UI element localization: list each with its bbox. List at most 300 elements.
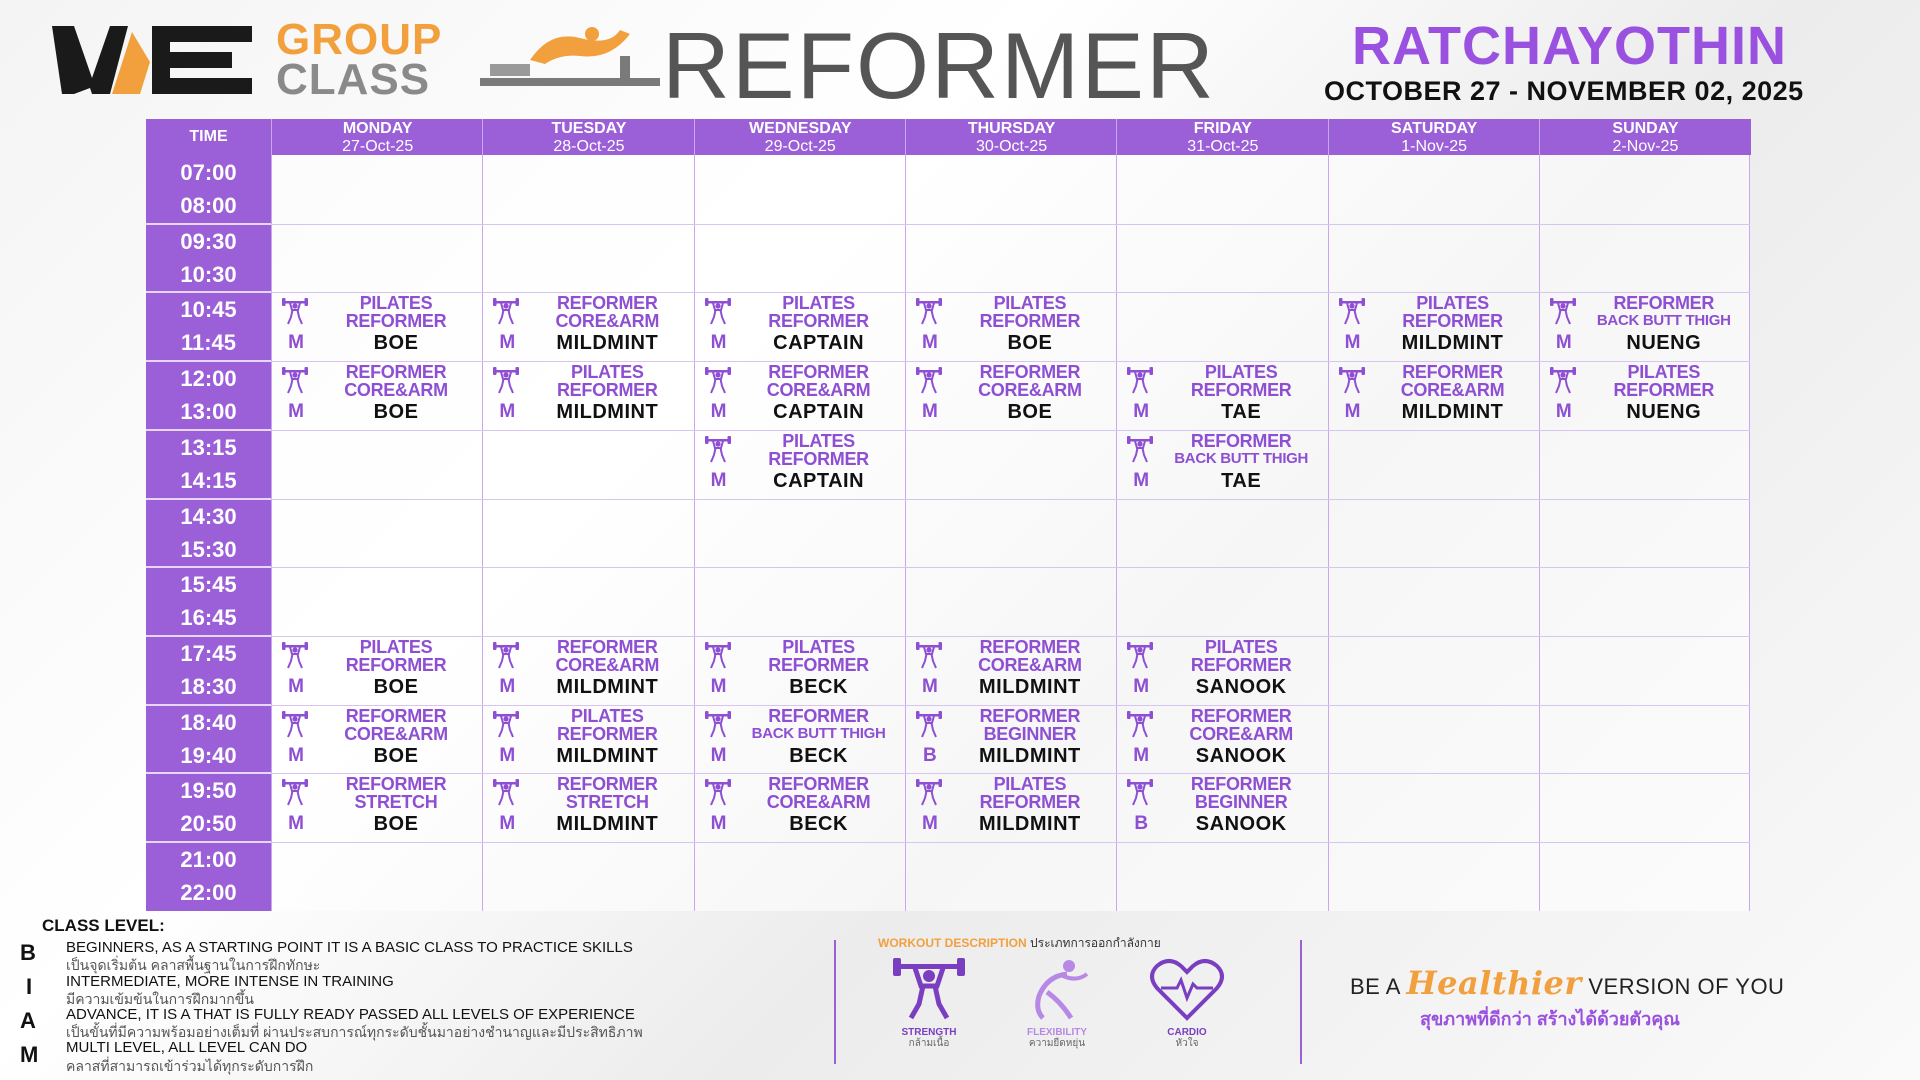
time-slot-end: 08:00 bbox=[180, 193, 237, 218]
day-date: 27-Oct-25 bbox=[342, 138, 414, 155]
class-name-line: REFORMER bbox=[979, 792, 1081, 813]
level-m-description: MULTI LEVEL, ALL LEVEL CAN DO bbox=[66, 1039, 308, 1056]
class-name-line: PILATES bbox=[1627, 362, 1701, 383]
strength-icon bbox=[915, 779, 943, 807]
class-level-badge: M bbox=[921, 813, 938, 835]
class-name bbox=[1579, 363, 1749, 399]
class-name bbox=[734, 707, 904, 742]
time-slot-end: 10:30 bbox=[180, 261, 237, 287]
strength-label: STRENGTH bbox=[901, 1027, 957, 1038]
class-name bbox=[522, 638, 692, 674]
class-card[interactable] bbox=[1116, 430, 1327, 498]
strength-icon bbox=[1126, 367, 1154, 395]
strength-icon bbox=[704, 642, 732, 670]
time-header: TIME bbox=[189, 128, 228, 145]
class-name bbox=[1156, 363, 1326, 399]
level-letter-m: M bbox=[20, 1042, 39, 1067]
strength-icon bbox=[1126, 779, 1154, 807]
class-name-line: REFORMER bbox=[768, 362, 869, 383]
class-name bbox=[311, 363, 481, 399]
class-card[interactable] bbox=[694, 636, 905, 704]
class-card[interactable] bbox=[482, 292, 693, 360]
trainer-name: MILDMINT bbox=[979, 744, 1081, 767]
class-name-line: BACK BUTT THIGH bbox=[1174, 449, 1309, 467]
class-name-line: REFORMER bbox=[1190, 380, 1292, 401]
class-name-line: PILATES bbox=[782, 430, 855, 451]
trainer-name: CAPTAIN bbox=[773, 401, 865, 424]
class-card[interactable] bbox=[694, 773, 905, 841]
slot-row-divider bbox=[271, 499, 1750, 500]
workout-flexibility bbox=[1002, 956, 1112, 1076]
class-name-line: CORE&ARM bbox=[978, 654, 1082, 675]
cardio-icon bbox=[1147, 956, 1227, 1022]
class-name bbox=[945, 638, 1115, 674]
class-name-line: REFORMER bbox=[556, 380, 658, 401]
trainer-name: BECK bbox=[789, 675, 848, 698]
time-slot-separator bbox=[146, 566, 271, 568]
class-name bbox=[1156, 432, 1326, 467]
day-name: TUESDAY bbox=[551, 120, 627, 137]
class-level-badge: M bbox=[288, 675, 304, 697]
class-name-line: REFORMER bbox=[556, 723, 658, 744]
strength-icon bbox=[704, 298, 732, 326]
strength-icon bbox=[492, 711, 520, 739]
time-slot-end: 11:45 bbox=[180, 330, 237, 356]
tagline-post: VERSION OF YOU bbox=[1588, 974, 1785, 999]
class-name-line: REFORMER bbox=[1613, 380, 1715, 401]
tagline-highlight: Healthier bbox=[1406, 964, 1582, 1002]
class-name-line: REFORMER bbox=[979, 705, 1081, 726]
class-name-line: CORE&ARM bbox=[1189, 723, 1293, 744]
class-name bbox=[945, 363, 1115, 399]
trainer-name: MILDMINT bbox=[1401, 332, 1504, 355]
group-word: GROUP bbox=[276, 15, 443, 64]
workout-strength bbox=[874, 956, 984, 1076]
trainer-name: CAPTAIN bbox=[773, 332, 865, 355]
class-name-line: REFORMER bbox=[556, 774, 658, 795]
time-slot-start: 12:00 bbox=[180, 366, 237, 392]
time-slot-start: 14:30 bbox=[180, 503, 237, 529]
strength-icon bbox=[704, 367, 732, 395]
level-b-description: BEGINNERS, AS A STARTING POINT IT IS A BASIC CLASS TO PRACTICE SKILLS bbox=[66, 939, 633, 956]
class-name-line: REFORMER bbox=[768, 774, 869, 795]
time-slot-start: 21:00 bbox=[180, 847, 237, 872]
trainer-name: BOE bbox=[373, 675, 419, 698]
day-name: MONDAY bbox=[342, 120, 413, 137]
class-level-badge: M bbox=[921, 401, 938, 423]
class-card[interactable] bbox=[271, 292, 482, 360]
class-name-line: CORE&ARM bbox=[555, 311, 660, 332]
class-card[interactable] bbox=[1116, 773, 1327, 841]
class-name bbox=[1156, 638, 1326, 674]
strength-icon bbox=[281, 642, 309, 670]
class-name-line: PILATES bbox=[993, 293, 1067, 314]
class-card[interactable] bbox=[482, 773, 693, 841]
level-m-description-th: คลาสที่สามารถเข้าร่วมได้ทุกระดับการฝึก bbox=[66, 1058, 314, 1074]
tagline-thai: สุขภาพที่ดีกว่า สร้างได้ด้วยตัวคุณ bbox=[1420, 1009, 1680, 1029]
day-name: THURSDAY bbox=[967, 120, 1056, 137]
class-name-line: PILATES bbox=[1204, 636, 1278, 657]
slot-row-divider bbox=[271, 842, 1750, 843]
day-header-sunday bbox=[1539, 119, 1751, 155]
class-name-line: REFORMER bbox=[1402, 311, 1503, 332]
class-name-line: REFORMER bbox=[768, 311, 869, 332]
class-name-line: REFORMER bbox=[768, 654, 869, 675]
trainer-name: MILDMINT bbox=[1401, 401, 1504, 424]
class-name-line: CORE&ARM bbox=[766, 380, 871, 401]
strength-icon bbox=[1126, 711, 1154, 739]
class-name-line: BACK BUTT THIGH bbox=[751, 724, 886, 742]
time-slot-start: 07:00 bbox=[180, 160, 237, 185]
time-slot-end: 16:45 bbox=[180, 605, 237, 631]
trainer-name: BOE bbox=[1007, 401, 1053, 424]
class-name bbox=[1579, 294, 1749, 329]
class-name-line: REFORMER bbox=[1190, 705, 1292, 726]
time-slot-separator bbox=[146, 704, 271, 706]
level-letter-a: A bbox=[20, 1008, 36, 1033]
workout-description-title bbox=[878, 934, 1161, 953]
class-name-line: REFORMER bbox=[768, 705, 869, 726]
slot-row-divider bbox=[271, 430, 1750, 431]
class-name-line: CORE&ARM bbox=[555, 654, 660, 675]
class-name-line: REFORMER bbox=[345, 654, 447, 675]
reformer-machine-icon bbox=[470, 20, 670, 100]
class-name-line: PILATES bbox=[359, 293, 433, 314]
class-name bbox=[522, 294, 692, 330]
class-card[interactable] bbox=[1539, 361, 1750, 429]
class-name bbox=[734, 294, 904, 330]
class-name-line: PILATES bbox=[1204, 362, 1278, 383]
class-name-line: REFORMER bbox=[556, 636, 658, 657]
class-level-badge: M bbox=[499, 675, 516, 697]
class-card[interactable] bbox=[1328, 361, 1539, 429]
trainer-name: SANOOK bbox=[1195, 675, 1287, 698]
class-name-line: REFORMER bbox=[345, 774, 447, 795]
trainer-name: MILDMINT bbox=[979, 675, 1081, 698]
class-name bbox=[522, 775, 692, 811]
class-card[interactable] bbox=[905, 636, 1116, 704]
flexibility-label: FLEXIBILITY bbox=[1027, 1027, 1087, 1038]
header bbox=[0, 0, 1920, 118]
class-name-line: PILATES bbox=[1416, 293, 1489, 314]
strength-icon bbox=[492, 298, 520, 326]
class-name-line: REFORMER bbox=[979, 636, 1081, 657]
time-slot-separator bbox=[146, 841, 271, 843]
class-card[interactable] bbox=[694, 430, 905, 498]
class-name bbox=[311, 707, 481, 743]
time-slot-start: 13:15 bbox=[180, 434, 237, 460]
class-card[interactable] bbox=[271, 773, 482, 841]
class-level-badge: M bbox=[710, 401, 727, 423]
day-column-divider bbox=[1328, 155, 1329, 911]
trainer-name: MILDMINT bbox=[556, 813, 659, 836]
class-level-badge: M bbox=[288, 401, 304, 423]
trainer-name: BOE bbox=[373, 744, 419, 767]
class-name bbox=[734, 638, 904, 674]
class-level-badge: M bbox=[288, 744, 304, 766]
time-slot-start: 15:45 bbox=[180, 572, 237, 598]
program-title: REFORMER bbox=[662, 13, 1216, 118]
time-column bbox=[146, 119, 271, 911]
class-name-line: REFORMER bbox=[1190, 654, 1292, 675]
class-name bbox=[1156, 775, 1326, 811]
flexibility-label-th: ความยืดหยุ่น bbox=[1028, 1038, 1086, 1049]
class-level-badge: M bbox=[1344, 401, 1361, 423]
class-name-line: CORE&ARM bbox=[766, 792, 871, 813]
class-name-line: REFORMER bbox=[556, 293, 658, 314]
class-name bbox=[311, 294, 481, 330]
level-a-description-th: เป็นขั้นที่มีความพร้อมอย่างเต็มที่ ผ่านประสบการณ์ทุกระดับชั้นมาอย่างชำนาญและมีประสิทธิภาพ bbox=[66, 1024, 643, 1040]
class-level-badge: M bbox=[710, 813, 727, 835]
day-date: 30-Oct-25 bbox=[975, 138, 1048, 155]
trainer-name: MILDMINT bbox=[556, 675, 659, 698]
day-name: WEDNESDAY bbox=[748, 120, 852, 137]
class-level-badge: M bbox=[499, 744, 516, 766]
trainer-name: SANOOK bbox=[1195, 744, 1287, 767]
footer-divider-right bbox=[1300, 940, 1302, 1064]
class-level-badge: M bbox=[499, 813, 516, 835]
class-name-line: PILATES bbox=[571, 705, 644, 726]
strength-icon bbox=[1549, 367, 1577, 395]
strength-icon bbox=[704, 779, 732, 807]
class-level-badge: B bbox=[923, 744, 937, 766]
class-name-line: BEGINNER bbox=[1194, 792, 1288, 813]
class-level-badge: M bbox=[1133, 744, 1150, 766]
class-level-badge: M bbox=[921, 675, 938, 697]
class-level-badge: M bbox=[710, 332, 727, 354]
class-level-badge: M bbox=[499, 401, 516, 423]
class-name-line: CORE&ARM bbox=[344, 380, 448, 401]
strength-icon bbox=[704, 711, 732, 739]
trainer-name: BOE bbox=[373, 401, 419, 424]
class-level-badge: M bbox=[1133, 401, 1150, 423]
slot-row-divider bbox=[271, 224, 1750, 225]
class-card[interactable] bbox=[271, 636, 482, 704]
day-name: FRIDAY bbox=[1193, 120, 1252, 137]
time-slot-separator bbox=[146, 498, 271, 500]
class-card[interactable] bbox=[905, 292, 1116, 360]
class-word: CLASS bbox=[276, 55, 431, 104]
trainer-name: BECK bbox=[789, 744, 848, 767]
branch-name: RATCHAYOTHIN bbox=[1352, 16, 1788, 76]
timetable bbox=[146, 119, 1750, 911]
trainer-name: MILDMINT bbox=[556, 332, 659, 355]
trainer-name: BOE bbox=[373, 813, 419, 836]
slot-row-divider bbox=[271, 567, 1750, 568]
day-header-monday bbox=[271, 119, 483, 155]
class-name-line: REFORMER bbox=[1190, 430, 1292, 451]
class-name bbox=[734, 775, 904, 811]
class-level-badge: M bbox=[1133, 675, 1150, 697]
trainer-name: CAPTAIN bbox=[773, 469, 865, 492]
day-column-divider bbox=[1749, 155, 1750, 911]
class-name-line: CORE&ARM bbox=[978, 380, 1082, 401]
class-level-badge: M bbox=[921, 332, 938, 354]
strength-icon bbox=[889, 956, 969, 1022]
trainer-name: SANOOK bbox=[1195, 813, 1287, 836]
strength-icon bbox=[492, 642, 520, 670]
class-name-line: REFORMER bbox=[979, 362, 1081, 383]
day-date: 29-Oct-25 bbox=[764, 138, 836, 155]
time-slot-end: 19:40 bbox=[180, 742, 237, 768]
class-name-line: PILATES bbox=[571, 362, 644, 383]
class-card[interactable] bbox=[1116, 636, 1327, 704]
class-name-line: REFORMER bbox=[345, 362, 447, 383]
class-name bbox=[311, 775, 481, 811]
workout-title-th: ประเภทการออกกำลังกาย bbox=[1030, 936, 1161, 950]
class-level-title: CLASS LEVEL: bbox=[42, 916, 165, 935]
class-name bbox=[734, 363, 904, 399]
class-name-line: STRETCH bbox=[565, 792, 649, 813]
footer bbox=[0, 912, 1920, 1080]
class-level-badge: M bbox=[710, 744, 727, 766]
tagline-pre: BE A bbox=[1350, 974, 1400, 999]
strength-icon bbox=[492, 367, 520, 395]
strength-icon bbox=[1126, 642, 1154, 670]
strength-icon bbox=[915, 642, 943, 670]
level-letter-b: B bbox=[20, 940, 36, 965]
footer-divider-left bbox=[834, 940, 836, 1064]
class-name-line: STRETCH bbox=[354, 792, 438, 813]
time-slot-separator bbox=[146, 772, 271, 774]
day-header-thursday bbox=[905, 119, 1117, 155]
class-name bbox=[945, 294, 1115, 330]
class-card[interactable] bbox=[482, 361, 693, 429]
class-level-badge: M bbox=[710, 675, 727, 697]
class-card[interactable] bbox=[271, 361, 482, 429]
class-card[interactable] bbox=[905, 773, 1116, 841]
day-date: 1-Nov-25 bbox=[1401, 138, 1468, 155]
class-name-line: REFORMER bbox=[1190, 774, 1292, 795]
class-name-line: CORE&ARM bbox=[344, 723, 448, 744]
cardio-label-th: หัวใจ bbox=[1175, 1038, 1199, 1049]
day-date: 2-Nov-25 bbox=[1612, 138, 1679, 155]
class-card[interactable] bbox=[1539, 292, 1750, 360]
class-card[interactable] bbox=[482, 705, 693, 773]
time-slot-end: 18:30 bbox=[180, 673, 237, 699]
trainer-name: TAE bbox=[1221, 401, 1262, 424]
time-slot-end: 22:00 bbox=[180, 880, 237, 905]
we-logo bbox=[52, 22, 252, 98]
class-name-line: CORE&ARM bbox=[1400, 380, 1505, 401]
class-name bbox=[1368, 363, 1538, 399]
class-name bbox=[311, 638, 481, 674]
class-level-badge: M bbox=[1133, 469, 1150, 491]
level-i-description: INTERMEDIATE, MORE INTENSE IN TRAINING bbox=[66, 973, 394, 990]
trainer-name: BOE bbox=[373, 332, 419, 355]
strength-icon bbox=[281, 367, 309, 395]
class-card[interactable] bbox=[1328, 292, 1539, 360]
class-name-line: REFORMER bbox=[345, 705, 447, 726]
class-level-badge: M bbox=[1555, 332, 1572, 354]
class-level-badge: M bbox=[499, 332, 516, 354]
class-card[interactable] bbox=[905, 705, 1116, 773]
strength-icon bbox=[915, 367, 943, 395]
level-b-description-th: เป็นจุดเริ่มต้น คลาสพื้นฐานในการฝึกทักษะ bbox=[66, 957, 321, 973]
trainer-name: TAE bbox=[1221, 469, 1262, 492]
class-name-line: BEGINNER bbox=[983, 723, 1077, 744]
day-name: SATURDAY bbox=[1391, 120, 1478, 137]
workout-title-en: WORKOUT DESCRIPTION bbox=[878, 936, 1027, 950]
level-i-description-th: มีความเข้มข้นในการฝึกมากขึ้น bbox=[66, 991, 254, 1007]
class-level-badge: M bbox=[710, 469, 727, 491]
time-slot-separator bbox=[146, 291, 271, 293]
class-name bbox=[1156, 707, 1326, 743]
cardio-label: CARDIO bbox=[1167, 1027, 1207, 1038]
time-slot-separator bbox=[146, 223, 271, 225]
trainer-name: NUENG bbox=[1626, 332, 1702, 355]
class-card[interactable] bbox=[1116, 361, 1327, 429]
time-slot-separator bbox=[146, 429, 271, 431]
strength-icon bbox=[492, 779, 520, 807]
day-header-friday bbox=[1116, 119, 1328, 155]
date-range: OCTOBER 27 - NOVEMBER 02, 2025 bbox=[1324, 76, 1804, 106]
strength-icon bbox=[915, 298, 943, 326]
time-slot-start: 09:30 bbox=[180, 228, 237, 254]
class-level-badge: M bbox=[1555, 401, 1572, 423]
time-slot-start: 10:45 bbox=[180, 297, 237, 323]
strength-icon bbox=[281, 711, 309, 739]
class-name-line: PILATES bbox=[782, 293, 855, 314]
class-card[interactable] bbox=[271, 705, 482, 773]
class-card[interactable] bbox=[694, 292, 905, 360]
class-name bbox=[522, 707, 692, 743]
class-level-badge: M bbox=[1344, 332, 1361, 354]
class-card[interactable] bbox=[905, 361, 1116, 429]
class-name-line: PILATES bbox=[993, 774, 1067, 795]
trainer-name: BECK bbox=[789, 813, 848, 836]
trainer-name: MILDMINT bbox=[556, 744, 659, 767]
time-slot-end: 13:00 bbox=[180, 399, 237, 425]
class-level-badge: B bbox=[1134, 813, 1149, 835]
strength-icon bbox=[1549, 298, 1577, 326]
time-slot-start: 18:40 bbox=[180, 709, 237, 735]
strength-icon bbox=[281, 779, 309, 807]
class-level-badge: M bbox=[288, 813, 304, 835]
trainer-name: MILDMINT bbox=[556, 401, 659, 424]
day-date: 31-Oct-25 bbox=[1187, 138, 1259, 155]
class-name-line: REFORMER bbox=[345, 311, 447, 332]
strength-icon bbox=[915, 711, 943, 739]
day-header-wednesday bbox=[694, 119, 906, 155]
class-card[interactable] bbox=[1116, 705, 1327, 773]
strength-icon bbox=[1338, 367, 1366, 395]
class-card[interactable] bbox=[694, 705, 905, 773]
strength-icon bbox=[1338, 298, 1366, 326]
class-name-line: REFORMER bbox=[768, 448, 869, 469]
class-name-line: REFORMER bbox=[979, 311, 1081, 332]
level-a-description: ADVANCE, IT IS A THAT IS FULLY READY PASSED ALL LEVELS OF EXPERIENCE bbox=[66, 1006, 635, 1023]
class-card[interactable] bbox=[694, 361, 905, 429]
time-slot-start: 19:50 bbox=[180, 778, 237, 804]
class-card[interactable] bbox=[482, 636, 693, 704]
workout-cardio bbox=[1132, 956, 1242, 1076]
time-slot-start: 17:45 bbox=[180, 640, 237, 666]
strength-label-th: กล้ามเนื้อ bbox=[908, 1038, 950, 1049]
class-name-line: PILATES bbox=[359, 636, 433, 657]
time-slot-end: 14:15 bbox=[180, 467, 237, 493]
strength-icon bbox=[281, 298, 309, 326]
tagline bbox=[1350, 964, 1784, 1002]
strength-icon bbox=[1126, 436, 1154, 464]
day-header-tuesday bbox=[482, 119, 694, 155]
day-name: SUNDAY bbox=[1612, 120, 1679, 137]
class-name bbox=[734, 432, 904, 468]
flexibility-icon bbox=[1017, 956, 1097, 1022]
class-name-line: REFORMER bbox=[1613, 293, 1715, 314]
class-name bbox=[945, 775, 1115, 811]
class-name-line: BACK BUTT THIGH bbox=[1596, 312, 1731, 330]
